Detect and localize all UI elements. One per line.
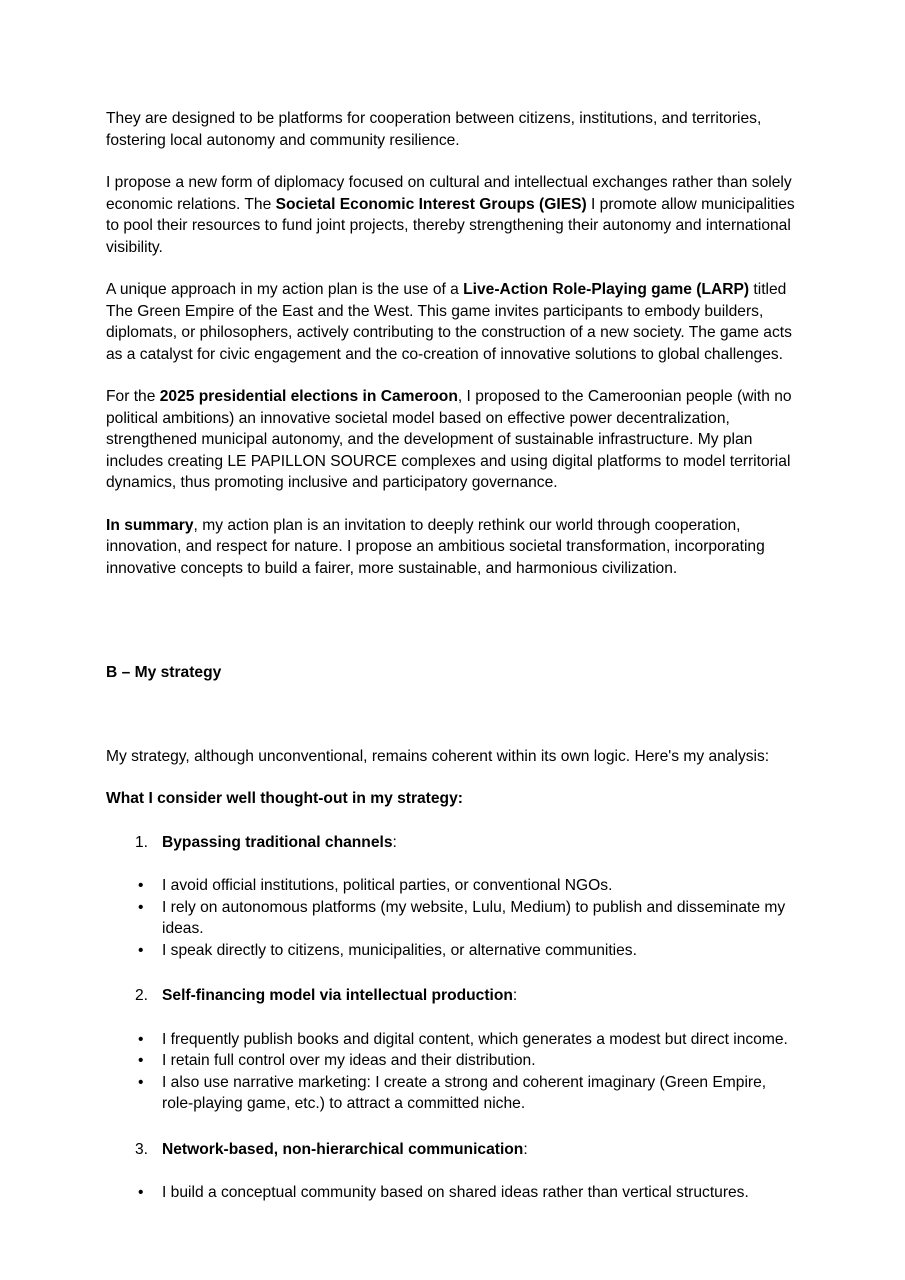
bullet-list: [106, 875, 795, 961]
heading-spacer-top: [106, 600, 795, 662]
bullet-icon: •: [138, 1073, 144, 1091]
strategy-group-list: [106, 832, 795, 1204]
bullet-list-item: [106, 875, 796, 897]
section-heading: B – My strategy: [106, 664, 222, 681]
bullet-icon: •: [138, 941, 144, 959]
list-item-title: Network-based, non-hierarchical communication: [162, 1140, 524, 1158]
numbered-list: [106, 985, 795, 1007]
paragraph-list: [106, 108, 795, 579]
paragraph: [106, 108, 796, 151]
strategy-intro-paragraph: My strategy, although unconventional, remains coherent within its own logic. Here's my analysis:: [106, 747, 770, 765]
body-text: A unique approach in my action plan is the use of a: [106, 281, 464, 298]
emphasis-text: Live-Action Role-Playing game (LARP): [463, 281, 750, 298]
numbered-list-item: [106, 985, 795, 1007]
paragraph: [106, 386, 796, 494]
strategy-subheading: What I consider well thought-out in my strategy:: [106, 790, 463, 807]
paragraph: [106, 172, 796, 258]
list-item-title: Bypassing traditional channels: [162, 833, 393, 851]
strategy-group: [106, 1139, 795, 1204]
bullet-list-item: [106, 1072, 796, 1115]
strategy-group: [106, 832, 795, 962]
list-item-title: Self-financing model via intellectual production: [162, 987, 513, 1004]
body-text: , my action plan is an invitation to deeply rethink our world through cooperation, innovation, and respect for nature. I propose an ambitious societal transformation, incorporating innovative concepts to build a fairer, more sustainable, and harmonious civilization.: [106, 516, 765, 577]
list-number: 1.: [135, 833, 149, 851]
body-text: titled The Green Empire of the East and the West. This game invites participants to embody builders, diplomats, or philosophers, actively contributing to the construction of a new society. The game acts as a catalyst for civic engagement and the co-creation of innovative solutions to global challenges.: [106, 281, 792, 363]
bullet-text: I frequently publish books and digital content, which generates a modest but direct income.: [162, 1030, 788, 1048]
bullet-icon: •: [138, 1184, 144, 1201]
bullet-text: I rely on autonomous platforms (my website, Lulu, Medium) to publish and disseminate my ideas.: [162, 898, 786, 937]
bullet-text: I also use narrative marketing: I create a strong and coherent imaginary (Green Empire, role-playing game, etc.) to attract a committed niche.: [162, 1073, 767, 1112]
emphasis-text: In summary: [106, 516, 194, 534]
list-number: 2.: [135, 987, 149, 1004]
heading-spacer-bottom: [106, 684, 795, 746]
bullet-text: I speak directly to citizens, municipalities, or alternative communities.: [162, 941, 637, 959]
bullet-icon: •: [138, 1052, 144, 1069]
body-text: I propose a new form of diplomacy focused on cultural and intellectual exchanges rather than solely economic relations. The: [106, 174, 792, 213]
emphasis-text: Societal Economic Interest Groups (GIES): [275, 195, 587, 213]
bullet-text: I retain full control over my ideas and their distribution.: [162, 1052, 536, 1069]
bullet-icon: •: [138, 1030, 144, 1048]
emphasis-text: 2025 presidential elections in Cameroon: [159, 388, 458, 405]
bullet-icon: •: [138, 898, 144, 916]
list-number: 3.: [135, 1140, 149, 1158]
bullet-list: [106, 1182, 795, 1204]
paragraph: [106, 515, 796, 580]
body-text: For the: [106, 388, 160, 405]
list-item-suffix: :: [512, 987, 518, 1004]
paragraph: [106, 279, 796, 365]
numbered-list: [106, 832, 795, 854]
bullet-icon: •: [138, 877, 144, 894]
list-item-suffix: :: [523, 1140, 528, 1158]
numbered-list-item: [106, 832, 795, 854]
numbered-list: [106, 1139, 795, 1161]
bullet-list-item: [106, 940, 796, 962]
bullet-list-item: [106, 897, 796, 940]
bullet-list-item: [106, 1029, 796, 1051]
strategy-group: [106, 985, 795, 1115]
body-text: I promote allow municipalities to pool their resources to fund joint projects, thereby strengthening their autonomy and international visibility.: [106, 195, 795, 256]
bullet-text: I avoid official institutions, political parties, or conventional NGOs.: [162, 877, 613, 894]
bullet-list: [106, 1029, 795, 1115]
body-text: They are designed to be platforms for cooperation between citizens, institutions, and territories, fostering local autonomy and community resilience.: [106, 110, 762, 149]
list-item-suffix: :: [392, 833, 397, 851]
bullet-text: I build a conceptual community based on shared ideas rather than vertical structures.: [162, 1184, 749, 1201]
numbered-list-item: [106, 1139, 795, 1161]
bullet-list-item: [106, 1050, 796, 1072]
bullet-list-item: [106, 1182, 796, 1204]
body-text: , I proposed to the Cameroonian people (with no political ambitions) an innovative societal model based on effective power decentralization, strengthened municipal autonomy, and the development of sustainable infrastructure. My plan includes creating LE PAPILLON SOURCE complexes and using digital platforms to model territorial dynamics, thus promoting inclusive and participatory governance.: [106, 388, 792, 491]
